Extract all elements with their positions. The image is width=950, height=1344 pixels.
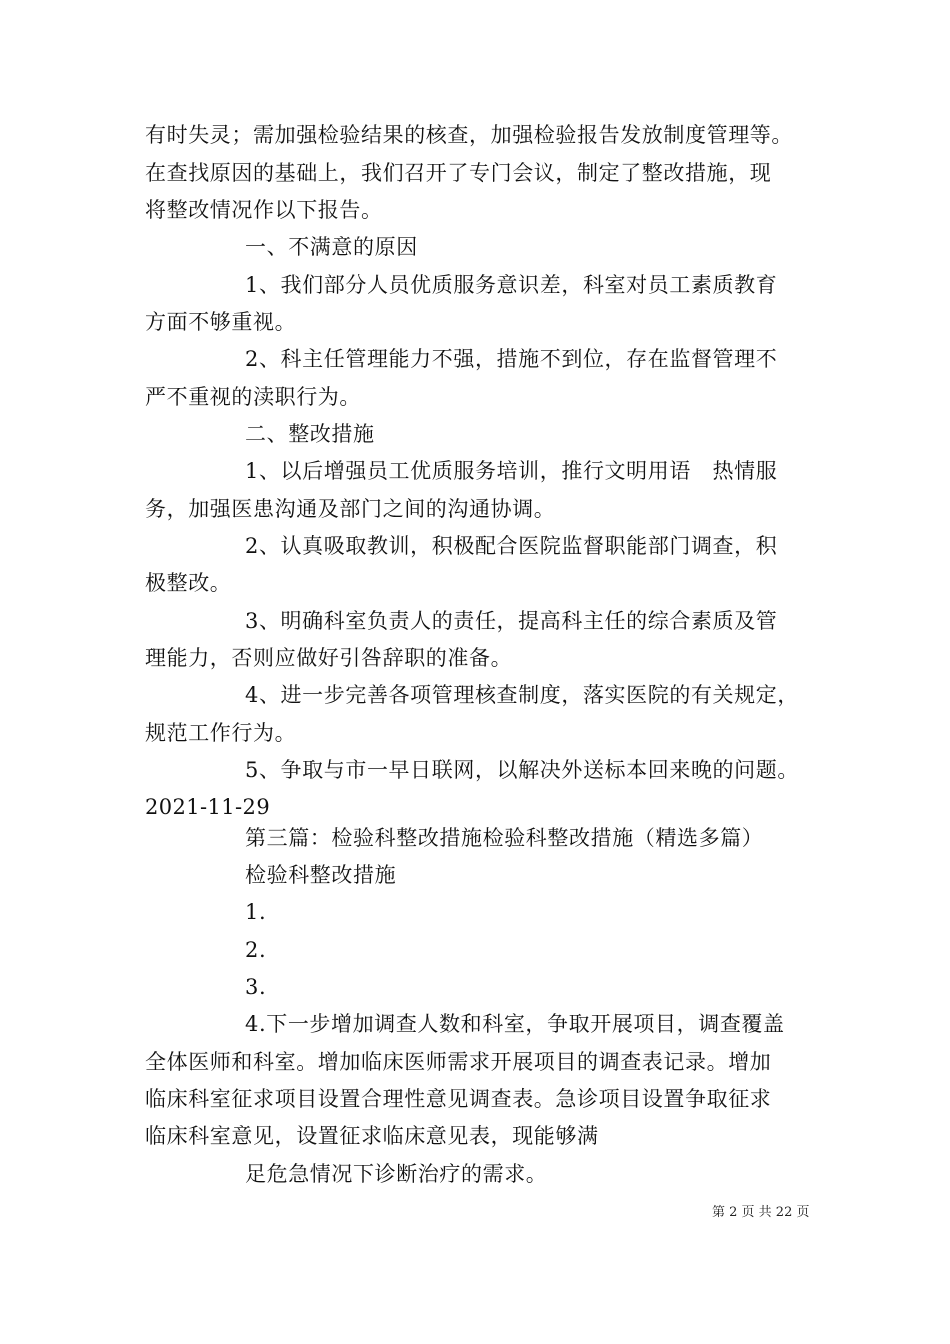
body-text-line: 严不重视的渎职行为。 [145, 385, 361, 409]
list-item: 1. [245, 900, 267, 924]
body-text-line: 临床科室征求项目设置合理性意见调查表。急诊项目设置争取征求 [145, 1087, 772, 1111]
body-text-line: 4.下一步增加调查人数和科室，争取开展项目，调查覆盖 [245, 1012, 785, 1036]
date-line: 2021-11-29 [145, 795, 271, 819]
body-text-line: 2、认真吸取教训，积极配合医院监督职能部门调查，积 [245, 534, 778, 558]
body-text-line: 将整改情况作以下报告。 [145, 198, 383, 222]
body-text-line: 有时失灵；需加强检验结果的核查，加强检验报告发放制度管理等。 [145, 123, 793, 147]
body-text-line: 1、我们部分人员优质服务意识差，科室对员工素质教育 [245, 273, 778, 297]
body-text-line: 全体医师和科室。增加临床医师需求开展项目的调查表记录。增加 [145, 1050, 772, 1074]
body-text-line: 足危急情况下诊断治疗的需求。 [245, 1162, 548, 1186]
body-text-line: 临床科室意见，设置征求临床意见表，现能够满 [145, 1124, 599, 1148]
body-text-line: 5、争取与市一早日联网，以解决外送标本回来晚的问题。 [245, 758, 799, 782]
body-text-line: 理能力，否则应做好引咎辞职的准备。 [145, 646, 513, 670]
body-text-line: 规范工作行为。 [145, 721, 297, 745]
chapter-title: 第三篇：检验科整改措施检验科整改措施（精选多篇） [245, 826, 764, 850]
body-text-line: 1、以后增强员工优质服务培训，推行文明用语 热情服 [245, 459, 778, 483]
body-text-line: 极整改。 [145, 571, 232, 595]
list-item: 2. [245, 938, 267, 962]
page-number-footer: 第 2 页 共 22 页 [712, 1205, 810, 1220]
body-text-line: 4、进一步完善各项管理核查制度，落实医院的有关规定， [245, 683, 799, 707]
section-heading: 一、不满意的原因 [245, 235, 418, 259]
list-item: 3. [245, 975, 267, 999]
body-text-line: 务，加强医患沟通及部门之间的沟通协调。 [145, 497, 556, 521]
body-text-line: 方面不够重视。 [145, 310, 297, 334]
body-text-line: 2、科主任管理能力不强，措施不到位，存在监督管理不 [245, 347, 778, 371]
section-heading: 二、整改措施 [245, 422, 375, 446]
body-text-line: 3、明确科室负责人的责任，提高科主任的综合素质及管 [245, 609, 778, 633]
body-text-line: 在查找原因的基础上，我们召开了专门会议，制定了整改措施，现 [145, 161, 772, 185]
subtitle: 检验科整改措施 [245, 863, 397, 887]
